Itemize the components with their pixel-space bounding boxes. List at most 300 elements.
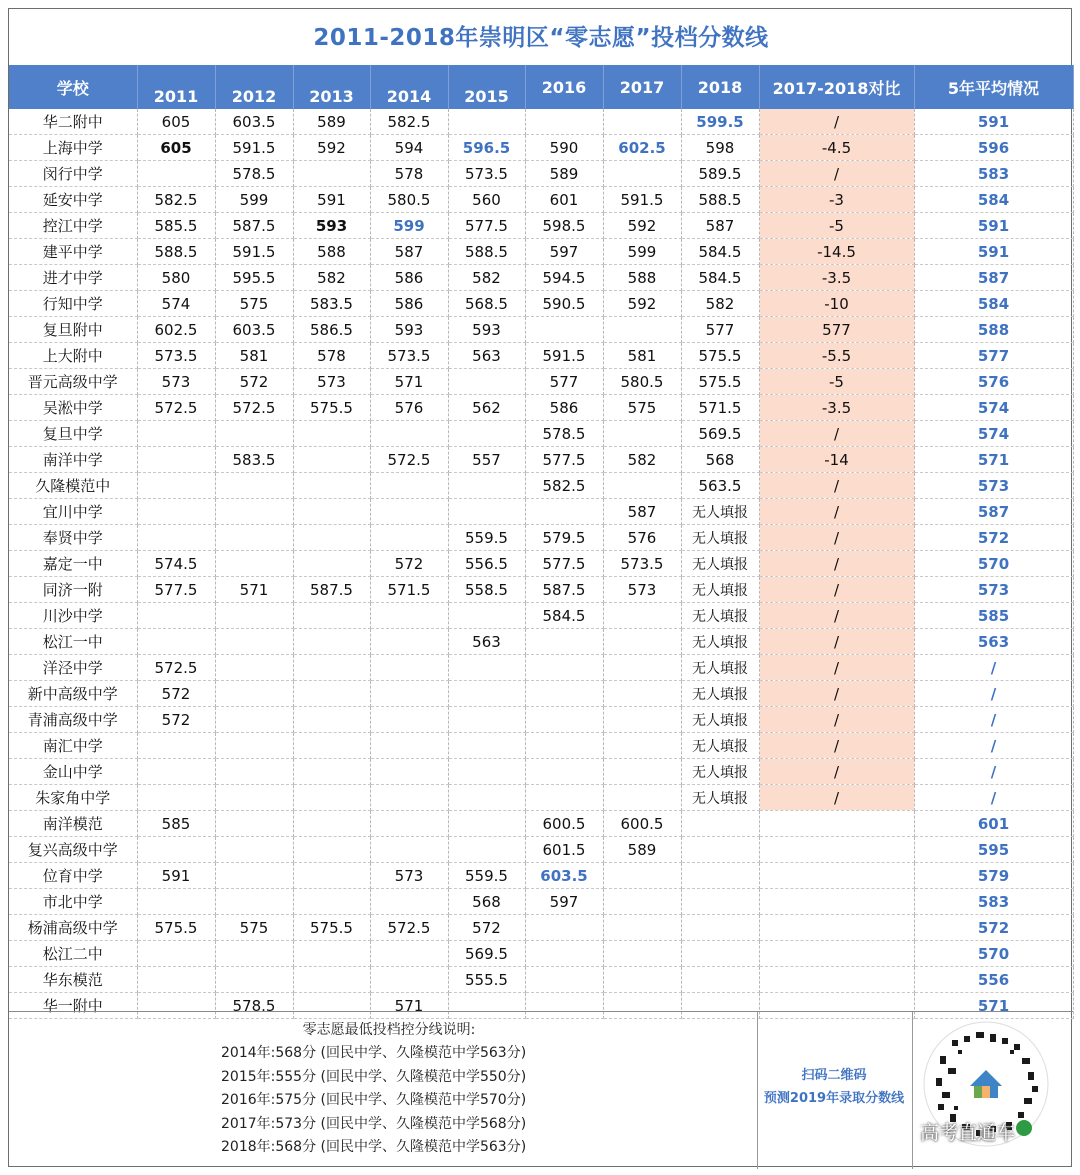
score-cell <box>681 837 759 863</box>
score-cell: 593 <box>448 317 525 343</box>
score-cell <box>293 473 370 499</box>
footer-divider <box>912 1012 913 1169</box>
score-cell: 无人填报 <box>681 603 759 629</box>
score-cell <box>603 889 681 915</box>
score-cell <box>215 499 293 525</box>
score-cell: 573.5 <box>137 343 215 369</box>
score-cell: 578.5 <box>215 993 293 1019</box>
score-cell <box>370 811 448 837</box>
average-cell: 570 <box>914 941 1073 967</box>
note-line: 2014年:568分 (回民中学、久隆模范中学563分) <box>221 1045 527 1061</box>
score-cell: 571 <box>215 577 293 603</box>
score-cell <box>448 707 525 733</box>
score-cell: 563.5 <box>681 473 759 499</box>
score-cell: 588.5 <box>448 239 525 265</box>
score-cell: 589.5 <box>681 161 759 187</box>
score-cell <box>448 369 525 395</box>
score-cell: 568 <box>448 889 525 915</box>
score-cell: 576 <box>370 395 448 421</box>
score-cell <box>215 967 293 993</box>
score-cell: 589 <box>603 837 681 863</box>
score-cell <box>293 707 370 733</box>
table-row <box>9 213 1073 239</box>
score-cell: 598.5 <box>525 213 603 239</box>
column-header: 2018 <box>681 65 759 109</box>
school-name: 晋元高级中学 <box>9 369 137 395</box>
score-cell: 572 <box>137 681 215 707</box>
score-cell: 571 <box>370 993 448 1019</box>
average-cell: 596 <box>914 135 1073 161</box>
school-name: 复兴高级中学 <box>9 837 137 863</box>
score-cell <box>293 863 370 889</box>
school-name: 杨浦高级中学 <box>9 915 137 941</box>
score-cell <box>525 785 603 811</box>
compare-cell: / <box>759 629 914 655</box>
average-cell: 585 <box>914 603 1073 629</box>
score-cell: 601 <box>525 187 603 213</box>
compare-cell: / <box>759 759 914 785</box>
score-cell: 572.5 <box>137 395 215 421</box>
score-cell: 无人填报 <box>681 733 759 759</box>
score-cell <box>137 447 215 473</box>
school-name: 华二附中 <box>9 109 137 135</box>
score-cell <box>137 473 215 499</box>
score-cell <box>448 603 525 629</box>
score-cell <box>215 759 293 785</box>
table-row <box>9 811 1073 837</box>
average-cell: 601 <box>914 811 1073 837</box>
table-row <box>9 551 1073 577</box>
score-cell <box>137 603 215 629</box>
score-cell: 605 <box>137 135 215 161</box>
score-cell <box>137 629 215 655</box>
score-cell <box>293 629 370 655</box>
note-line: 2018年:568分 (回民中学、久隆模范中学563分) <box>221 1139 527 1156</box>
compare-cell: -10 <box>759 291 914 317</box>
compare-cell: / <box>759 421 914 447</box>
score-cell <box>448 837 525 863</box>
score-cell: 557 <box>448 447 525 473</box>
table-row <box>9 915 1073 941</box>
score-cell <box>370 759 448 785</box>
score-cell <box>681 889 759 915</box>
score-cell <box>448 811 525 837</box>
table-row <box>9 291 1073 317</box>
watermark-text: 高考直通车 <box>920 1122 1016 1144</box>
score-cell <box>215 473 293 499</box>
score-cell: 603.5 <box>215 109 293 135</box>
score-cell: 587.5 <box>215 213 293 239</box>
score-cell: 582 <box>293 265 370 291</box>
compare-cell: / <box>759 733 914 759</box>
school-name: 南洋模范 <box>9 811 137 837</box>
score-cell: 无人填报 <box>681 655 759 681</box>
compare-cell: / <box>759 707 914 733</box>
score-cell: 559.5 <box>448 863 525 889</box>
score-cell: 591.5 <box>525 343 603 369</box>
table-row <box>9 759 1073 785</box>
school-name: 吴淞中学 <box>9 395 137 421</box>
score-cell: 571 <box>370 369 448 395</box>
scan-line-2: 预测2019年录取分数线 <box>763 1091 905 1106</box>
score-cell <box>293 733 370 759</box>
score-cell <box>525 499 603 525</box>
average-cell: / <box>914 785 1073 811</box>
table-row <box>9 161 1073 187</box>
score-cell: 599 <box>215 187 293 213</box>
average-cell: 574 <box>914 395 1073 421</box>
score-cell <box>293 889 370 915</box>
score-cell: 574.5 <box>137 551 215 577</box>
table-row <box>9 395 1073 421</box>
score-cell: 587 <box>681 213 759 239</box>
score-cell <box>370 499 448 525</box>
table-row <box>9 343 1073 369</box>
score-cell: 573 <box>370 863 448 889</box>
compare-cell: -3 <box>759 187 914 213</box>
average-cell: / <box>914 707 1073 733</box>
score-cell: 572.5 <box>370 447 448 473</box>
table-row <box>9 941 1073 967</box>
score-cell: 584.5 <box>681 265 759 291</box>
score-cell <box>370 655 448 681</box>
score-cell: 575 <box>215 915 293 941</box>
score-cell: 575 <box>603 395 681 421</box>
score-cell: 578 <box>370 161 448 187</box>
score-cell: 572 <box>448 915 525 941</box>
score-cell <box>525 109 603 135</box>
school-name: 洋泾中学 <box>9 655 137 681</box>
score-cell: 575.5 <box>293 395 370 421</box>
score-cell: 无人填报 <box>681 577 759 603</box>
score-cell <box>137 421 215 447</box>
score-cell: 592 <box>603 213 681 239</box>
school-name: 嘉定一中 <box>9 551 137 577</box>
score-cell <box>603 603 681 629</box>
note-line: 2015年:555分 (回民中学、久隆模范中学550分) <box>221 1068 527 1085</box>
score-cell: 588 <box>293 239 370 265</box>
column-header: 2012 <box>215 65 293 109</box>
compare-cell <box>759 863 914 889</box>
score-cell <box>137 837 215 863</box>
footer-section <box>9 1011 1073 1169</box>
average-cell: 576 <box>914 369 1073 395</box>
average-cell: / <box>914 759 1073 785</box>
school-name: 川沙中学 <box>9 603 137 629</box>
score-cell: 无人填报 <box>681 707 759 733</box>
score-cell: 584.5 <box>681 239 759 265</box>
score-cell <box>293 967 370 993</box>
score-cell <box>525 681 603 707</box>
score-cell: 582 <box>448 265 525 291</box>
table-row <box>9 239 1073 265</box>
table-row <box>9 135 1073 161</box>
score-cell <box>293 603 370 629</box>
score-cell: 602.5 <box>603 135 681 161</box>
score-cell <box>370 837 448 863</box>
page-title: 2011-2018年崇明区“零志愿”投档分数线 <box>313 25 769 51</box>
score-cell <box>681 941 759 967</box>
compare-cell <box>759 941 914 967</box>
score-cell: 593 <box>293 213 370 239</box>
score-cell <box>293 759 370 785</box>
score-cell <box>215 889 293 915</box>
score-cell: 577 <box>681 317 759 343</box>
score-cell: 575.5 <box>681 369 759 395</box>
school-name: 松江一中 <box>9 629 137 655</box>
score-cell <box>215 707 293 733</box>
score-table <box>9 65 1074 1019</box>
note-line: 2016年:575分 (回民中学、久隆模范中学570分) <box>221 1092 527 1109</box>
compare-cell: -3.5 <box>759 265 914 291</box>
school-name: 进才中学 <box>9 265 137 291</box>
school-name: 控江中学 <box>9 213 137 239</box>
score-cell: 605 <box>137 109 215 135</box>
score-cell: 581 <box>215 343 293 369</box>
score-cell: 582.5 <box>370 109 448 135</box>
score-cell: 576 <box>603 525 681 551</box>
compare-cell: / <box>759 161 914 187</box>
score-cell: 597 <box>525 889 603 915</box>
score-cell: 592 <box>293 135 370 161</box>
school-name: 新中高级中学 <box>9 681 137 707</box>
compare-cell: / <box>759 577 914 603</box>
average-cell: 577 <box>914 343 1073 369</box>
average-cell: 587 <box>914 499 1073 525</box>
school-name: 同济一附 <box>9 577 137 603</box>
average-cell: 591 <box>914 239 1073 265</box>
score-cell <box>448 421 525 447</box>
score-cell: 586 <box>525 395 603 421</box>
compare-cell: -14 <box>759 447 914 473</box>
score-cell <box>603 421 681 447</box>
score-cell <box>137 733 215 759</box>
score-cell: 578.5 <box>215 161 293 187</box>
score-cell <box>603 317 681 343</box>
school-name: 朱家角中学 <box>9 785 137 811</box>
score-cell <box>370 967 448 993</box>
score-cell: 595.5 <box>215 265 293 291</box>
score-cell <box>370 681 448 707</box>
score-cell: 587.5 <box>293 577 370 603</box>
compare-cell: / <box>759 603 914 629</box>
score-cell: 580.5 <box>370 187 448 213</box>
school-name: 南洋中学 <box>9 447 137 473</box>
score-cell: 572 <box>370 551 448 577</box>
score-cell: 594 <box>370 135 448 161</box>
score-cell <box>525 967 603 993</box>
score-cell: 573 <box>603 577 681 603</box>
score-cell <box>681 915 759 941</box>
note-line: 2017年:573分 (回民中学、久隆模范中学568分) <box>221 1115 527 1132</box>
table-row <box>9 837 1073 863</box>
score-cell <box>603 655 681 681</box>
average-cell: 579 <box>914 863 1073 889</box>
score-cell: 无人填报 <box>681 681 759 707</box>
score-cell <box>215 733 293 759</box>
score-cell: 601.5 <box>525 837 603 863</box>
score-cell <box>293 161 370 187</box>
table-row <box>9 681 1073 707</box>
average-cell: 563 <box>914 629 1073 655</box>
table-row <box>9 785 1073 811</box>
average-cell: 574 <box>914 421 1073 447</box>
score-cell <box>448 785 525 811</box>
table-row <box>9 265 1073 291</box>
school-name: 行知中学 <box>9 291 137 317</box>
score-cell <box>603 707 681 733</box>
score-cell <box>215 655 293 681</box>
score-cell <box>137 499 215 525</box>
score-cell: 575.5 <box>137 915 215 941</box>
score-cell: 599 <box>370 213 448 239</box>
score-cell <box>525 941 603 967</box>
average-cell: 588 <box>914 317 1073 343</box>
score-cell <box>525 629 603 655</box>
average-cell: 573 <box>914 577 1073 603</box>
table-row <box>9 499 1073 525</box>
score-cell <box>370 941 448 967</box>
average-cell: 583 <box>914 889 1073 915</box>
school-name: 延安中学 <box>9 187 137 213</box>
table-row <box>9 473 1073 499</box>
score-cell: 无人填报 <box>681 551 759 577</box>
score-cell: 573.5 <box>603 551 681 577</box>
column-header: 学校 <box>9 65 137 109</box>
average-cell: 573 <box>914 473 1073 499</box>
compare-cell: / <box>759 525 914 551</box>
score-cell <box>448 681 525 707</box>
score-cell: 无人填报 <box>681 525 759 551</box>
compare-cell: / <box>759 473 914 499</box>
score-cell <box>603 759 681 785</box>
score-cell <box>215 941 293 967</box>
school-name: 建平中学 <box>9 239 137 265</box>
score-cell <box>603 109 681 135</box>
score-cell: 581 <box>603 343 681 369</box>
score-cell: 585.5 <box>137 213 215 239</box>
score-cell: 583.5 <box>293 291 370 317</box>
score-cell: 无人填报 <box>681 759 759 785</box>
score-cell: 563 <box>448 629 525 655</box>
score-cell <box>215 863 293 889</box>
column-header: 2016 <box>525 65 603 109</box>
score-cell <box>525 759 603 785</box>
score-cell: 591 <box>293 187 370 213</box>
score-cell: 575 <box>215 291 293 317</box>
table-row <box>9 187 1073 213</box>
score-cell <box>448 109 525 135</box>
compare-cell: / <box>759 109 914 135</box>
score-cell: 578.5 <box>525 421 603 447</box>
score-cell: 591.5 <box>215 239 293 265</box>
table-row <box>9 655 1073 681</box>
compare-cell: -14.5 <box>759 239 914 265</box>
score-sheet <box>8 8 1072 1167</box>
score-cell: 572 <box>215 369 293 395</box>
score-cell <box>370 707 448 733</box>
score-cell <box>448 733 525 759</box>
score-cell <box>293 785 370 811</box>
score-cell: 589 <box>525 161 603 187</box>
score-cell: 591.5 <box>215 135 293 161</box>
column-header: 2017 <box>603 65 681 109</box>
score-cell: 575.5 <box>293 915 370 941</box>
compare-cell: -4.5 <box>759 135 914 161</box>
score-cell: 583.5 <box>215 447 293 473</box>
score-cell <box>293 499 370 525</box>
score-cell <box>137 785 215 811</box>
table-header-row <box>9 65 1073 109</box>
notes-title: 零志愿最低投档控分线说明: <box>302 1022 476 1038</box>
score-cell <box>137 967 215 993</box>
school-name: 复旦附中 <box>9 317 137 343</box>
compare-cell <box>759 811 914 837</box>
score-cell <box>137 525 215 551</box>
score-cell <box>215 551 293 577</box>
score-cell: 585 <box>137 811 215 837</box>
score-cell: 582 <box>603 447 681 473</box>
score-cell <box>603 941 681 967</box>
table-row <box>9 577 1073 603</box>
score-cell: 603.5 <box>525 863 603 889</box>
score-cell: 579.5 <box>525 525 603 551</box>
notes-block <box>209 1018 754 1160</box>
table-row <box>9 109 1073 135</box>
score-cell: 593 <box>370 317 448 343</box>
score-cell <box>370 603 448 629</box>
compare-cell: / <box>759 681 914 707</box>
school-name: 位育中学 <box>9 863 137 889</box>
score-cell <box>293 811 370 837</box>
score-cell: 600.5 <box>603 811 681 837</box>
compare-cell <box>759 915 914 941</box>
score-cell: 558.5 <box>448 577 525 603</box>
table-row <box>9 967 1073 993</box>
school-name: 市北中学 <box>9 889 137 915</box>
score-cell: 573.5 <box>448 161 525 187</box>
column-header: 5年平均情况 <box>914 65 1073 109</box>
average-cell: 571 <box>914 993 1073 1019</box>
school-name: 松江二中 <box>9 941 137 967</box>
score-cell <box>681 811 759 837</box>
score-cell: 599.5 <box>681 109 759 135</box>
score-cell: 568 <box>681 447 759 473</box>
score-cell <box>215 785 293 811</box>
score-cell: 592 <box>603 291 681 317</box>
compare-cell: / <box>759 551 914 577</box>
table-row <box>9 707 1073 733</box>
score-cell: 588.5 <box>681 187 759 213</box>
score-cell <box>448 473 525 499</box>
score-cell: 598 <box>681 135 759 161</box>
score-cell: 603.5 <box>215 317 293 343</box>
score-cell <box>215 837 293 863</box>
average-cell: 572 <box>914 525 1073 551</box>
score-cell: 596.5 <box>448 135 525 161</box>
score-cell <box>293 655 370 681</box>
compare-cell: / <box>759 655 914 681</box>
score-cell: 572 <box>137 707 215 733</box>
table-row <box>9 863 1073 889</box>
score-cell: 591.5 <box>603 187 681 213</box>
average-cell: / <box>914 681 1073 707</box>
school-name: 金山中学 <box>9 759 137 785</box>
score-cell <box>681 863 759 889</box>
score-cell: 556.5 <box>448 551 525 577</box>
score-cell: 590 <box>525 135 603 161</box>
school-name: 华一附中 <box>9 993 137 1019</box>
